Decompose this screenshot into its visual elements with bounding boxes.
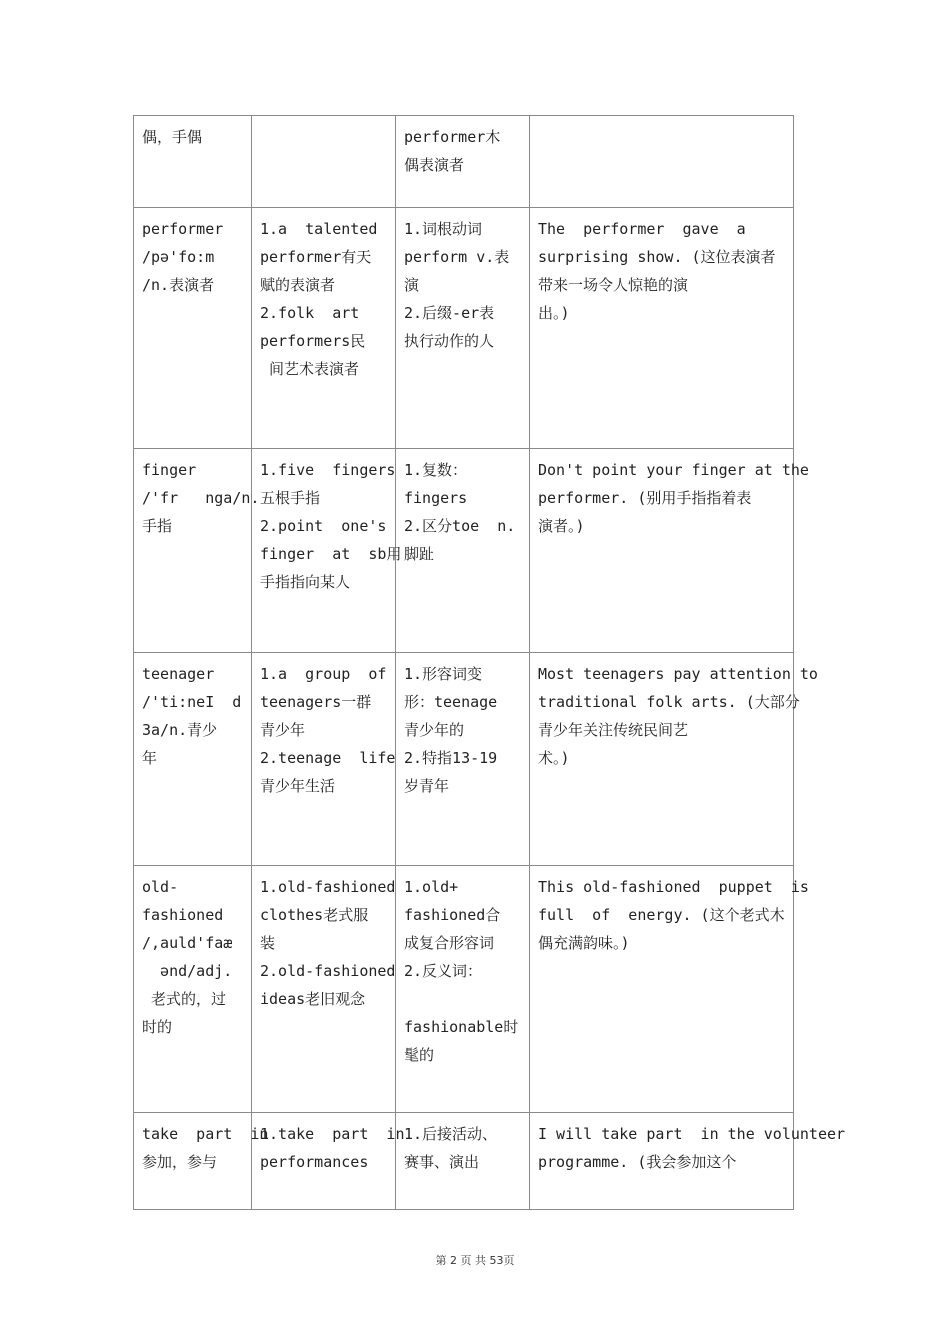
- example-line: full of energy. (这个老式木: [538, 906, 785, 924]
- notes-item: [404, 306, 529, 349]
- word-line: finger: [142, 461, 197, 479]
- phrases-line: 2.folk art: [260, 304, 360, 322]
- phrases-line: teenagers一群: [260, 693, 372, 711]
- notes-line: 髦的: [404, 1046, 435, 1064]
- table-row: [134, 653, 794, 866]
- notes-item: [404, 667, 529, 738]
- notes-line: fingers: [404, 489, 468, 507]
- cell-example: [530, 653, 818, 866]
- word-item: [142, 461, 260, 535]
- word-line: fashioned: [142, 906, 224, 924]
- word-line: /'fr nga/n.: [142, 489, 260, 507]
- phrases-item: [260, 517, 402, 591]
- notes-line: fashioned合: [404, 906, 501, 924]
- notes-item: [404, 222, 529, 293]
- phrases-item: [260, 222, 395, 293]
- notes-line: 2.后缀-er表: [404, 304, 495, 322]
- phrases-line: performances: [260, 1153, 369, 1171]
- word-line: 偶，手偶: [142, 128, 203, 146]
- example-line: 青少年关注传统民间艺: [538, 721, 689, 739]
- example-item: [538, 222, 793, 321]
- phrases-line: 1.a talented: [260, 220, 378, 238]
- example-item: [538, 665, 818, 767]
- example-line: The performer gave a: [538, 220, 746, 238]
- cell-notes: [396, 1113, 530, 1210]
- phrases-line: performer有天: [260, 248, 372, 266]
- notes-line: 1.复数：: [404, 461, 468, 479]
- word-item: [142, 1125, 269, 1171]
- word-line: teenager: [142, 665, 215, 683]
- table-row: [134, 208, 794, 449]
- phrases-line: 手指指向某人: [260, 573, 351, 591]
- word-line: /'ti:neI d: [142, 693, 242, 711]
- cell-word: [134, 653, 252, 866]
- notes-item: [404, 751, 529, 794]
- phrases-item: [260, 964, 395, 1007]
- example-item: [538, 461, 809, 535]
- example-line: performer. (别用手指指着表: [538, 489, 752, 507]
- cell-word: [134, 208, 252, 449]
- phrases-item: [260, 306, 395, 377]
- notes-item: [404, 964, 529, 1063]
- notes-line: 2.区分toe n.: [404, 517, 516, 535]
- notes-line: [404, 992, 529, 1007]
- phrases-line: 青少年生活: [260, 777, 336, 795]
- word-line: 时的: [142, 1018, 173, 1036]
- example-line: traditional folk arts. (大部分: [538, 693, 800, 711]
- word-line: old-: [142, 878, 179, 896]
- example-line: I will take part in the volunteer: [538, 1125, 846, 1143]
- notes-line: 1.old+: [404, 878, 459, 896]
- cell-example: [530, 449, 809, 653]
- cell-example: [530, 116, 794, 208]
- example-line: 出。): [538, 304, 570, 322]
- example-line: 演者。): [538, 517, 585, 535]
- example-item: [538, 1125, 846, 1171]
- phrases-line: ideas老旧观念: [260, 990, 366, 1008]
- phrases-item: [260, 667, 395, 738]
- word-line: 参加，参与: [142, 1153, 218, 1171]
- notes-item: [404, 463, 529, 506]
- notes-line: 青少年的: [404, 721, 465, 739]
- word-line: /,auld'faæ: [142, 934, 233, 952]
- phrases-line: 1.take part in: [260, 1125, 405, 1143]
- word-line: performer: [142, 220, 224, 238]
- word-line: 年: [142, 749, 158, 767]
- word-item: [142, 667, 251, 766]
- cell-phrases: [252, 1113, 405, 1210]
- phrases-line: 赋的表演者: [260, 276, 336, 294]
- example-item: [538, 878, 809, 952]
- notes-line: 2.反义词：: [404, 962, 483, 980]
- word-line: ənd/adj.: [142, 962, 233, 980]
- cell-example: [530, 866, 809, 1113]
- word-line: take part in: [142, 1125, 269, 1143]
- phrases-line: 装: [260, 934, 276, 952]
- table-row: [134, 1113, 794, 1210]
- cell-notes: [396, 449, 530, 653]
- notes-line: 1.词根动词: [404, 220, 483, 238]
- cell-word: [134, 116, 252, 208]
- phrases-line: finger at sb用: [260, 545, 402, 563]
- cell-example: [530, 1113, 846, 1210]
- notes-line: 成复合形容词: [404, 934, 495, 952]
- cell-word: [134, 866, 252, 1113]
- cell-notes: [396, 653, 530, 866]
- table-row: [134, 866, 794, 1113]
- example-line: 术。): [538, 749, 570, 767]
- word-item: [142, 222, 251, 293]
- phrases-line: 青少年: [260, 721, 306, 739]
- notes-line: 脚趾: [404, 545, 435, 563]
- notes-line: 演: [404, 276, 420, 294]
- phrases-line: 1.a group of: [260, 665, 387, 683]
- table-row: [134, 116, 794, 208]
- notes-line: 2.特指13-19: [404, 749, 498, 767]
- word-line: 手指: [142, 517, 173, 535]
- notes-item: [404, 1127, 529, 1170]
- phrases-item: [260, 880, 395, 951]
- page-footer: 第 2 页 共 53页: [435, 1254, 515, 1267]
- notes-line: 赛事、演出: [404, 1153, 480, 1171]
- cell-notes: [396, 116, 530, 208]
- notes-item: [404, 880, 529, 951]
- example-line: 带来一场令人惊艳的演: [538, 276, 689, 294]
- cell-phrases: [252, 449, 402, 653]
- word-line: 3a/n.青少: [142, 721, 218, 739]
- notes-line: 形：teenage: [404, 693, 498, 711]
- phrases-item: [260, 1125, 405, 1171]
- phrases-line: 间艺术表演者: [260, 360, 360, 378]
- notes-line: 岁青年: [404, 777, 450, 795]
- cell-word: [134, 449, 260, 653]
- notes-line: performer木: [404, 128, 501, 146]
- phrases-line: 五根手指: [260, 489, 321, 507]
- notes-line: perform v.表: [404, 248, 510, 266]
- phrases-line: 2.teenage life: [260, 749, 396, 767]
- example-line: Don't point your finger at the: [538, 461, 809, 479]
- phrases-line: 1.old-fashioned: [260, 878, 396, 896]
- word-item: [142, 130, 251, 145]
- cell-notes: [396, 866, 530, 1113]
- cell-phrases: [252, 208, 396, 449]
- cell-word: [134, 1113, 269, 1210]
- example-line: surprising show. (这位表演者: [538, 248, 776, 266]
- phrases-line: 2.old-fashioned: [260, 962, 396, 980]
- cell-example: [530, 208, 794, 449]
- word-line: /pə'fo:m: [142, 248, 215, 266]
- phrases-line: clothes老式服: [260, 906, 369, 924]
- phrases-item: [260, 463, 395, 506]
- phrases-item: [260, 751, 395, 794]
- example-line: Most teenagers pay attention to: [538, 665, 818, 683]
- phrases-line: 2.point one's: [260, 517, 387, 535]
- notes-item: [404, 519, 529, 562]
- example-line: programme. (我会参加这个: [538, 1153, 737, 1171]
- phrases-line: performers民: [260, 332, 366, 350]
- word-line: 老式的，过: [142, 990, 227, 1008]
- phrases-line: 1.five fingers: [260, 461, 396, 479]
- notes-line: 执行动作的人: [404, 332, 495, 350]
- notes-item: [404, 130, 529, 173]
- example-line: 偶充满韵味。): [538, 934, 630, 952]
- word-item: [142, 880, 251, 1035]
- cell-notes: [396, 208, 530, 449]
- table-row: [134, 449, 794, 653]
- cell-phrases: [252, 116, 396, 208]
- cell-phrases: [252, 866, 396, 1113]
- notes-line: 1.后接活动、: [404, 1125, 498, 1143]
- notes-line: 1.形容词变: [404, 665, 483, 683]
- cell-phrases: [252, 653, 396, 866]
- example-line: This old-fashioned puppet is: [538, 878, 809, 896]
- word-line: /n.表演者: [142, 276, 215, 294]
- notes-line: 偶表演者: [404, 156, 465, 174]
- notes-line: fashionable时: [404, 1018, 519, 1036]
- vocabulary-table: [133, 115, 846, 1210]
